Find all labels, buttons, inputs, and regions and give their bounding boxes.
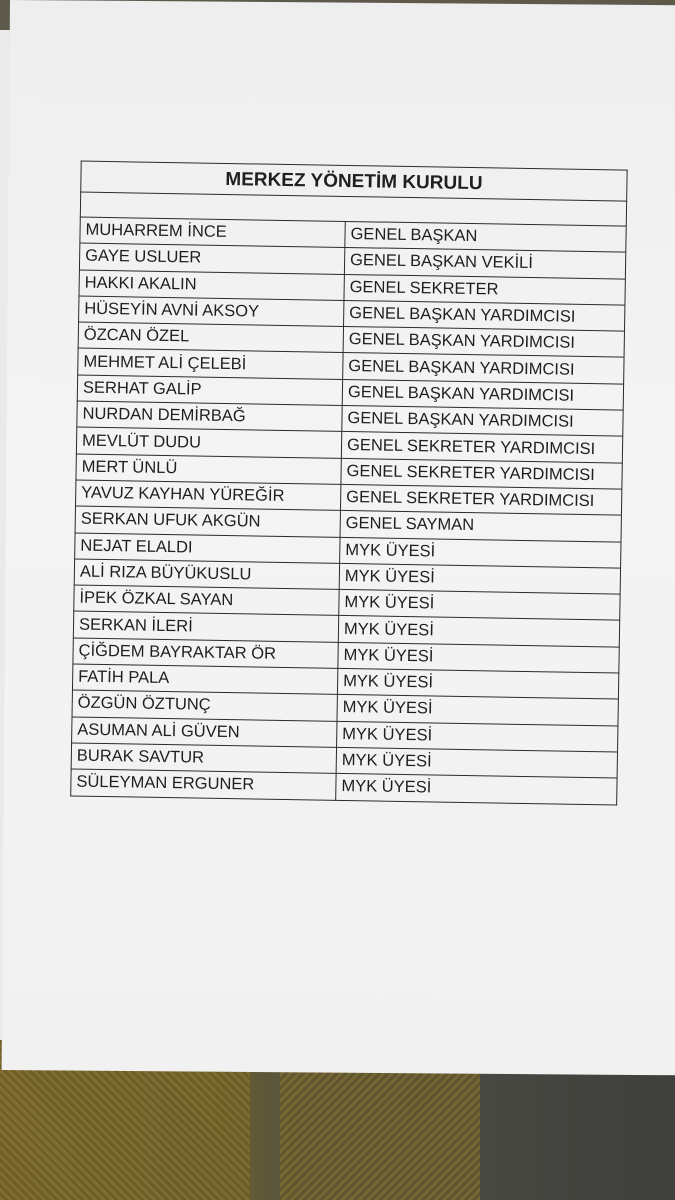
member-name-cell: YAVUZ KAYHAN YÜREĞİR [76, 480, 341, 511]
member-name-cell: NURDAN DEMİRBAĞ [77, 401, 342, 432]
member-role-cell: MYK ÜYESİ [338, 616, 619, 647]
member-role-cell: GENEL BAŞKAN YARDIMCISI [343, 327, 624, 358]
board-members-table [70, 161, 627, 806]
member-role-cell: GENEL BAŞKAN YARDIMCISI [344, 300, 625, 331]
member-role-cell: GENEL BAŞKAN YARDIMCISI [342, 379, 623, 410]
member-role-cell: GENEL SAYMAN [340, 511, 621, 542]
member-name-cell: NEJAT ELALDI [75, 533, 340, 564]
member-name-cell: SERKAN UFUK AKGÜN [75, 506, 340, 537]
member-name-cell: HAKKI AKALIN [79, 270, 344, 301]
member-role-cell: MYK ÜYESİ [340, 537, 621, 568]
member-role-cell: MYK ÜYESİ [339, 590, 620, 621]
member-name-cell: SÜLEYMAN ERGUNER [71, 769, 336, 800]
member-name-cell: İPEK ÖZKAL SAYAN [74, 585, 339, 616]
member-role-cell: MYK ÜYESİ [338, 642, 619, 673]
member-name-cell: SERKAN İLERİ [73, 611, 338, 642]
member-name-cell: FATİH PALA [72, 664, 337, 695]
member-name-cell: ALİ RIZA BÜYÜKUSLU [74, 559, 339, 590]
member-role-cell: MYK ÜYESİ [337, 668, 618, 699]
member-role-cell: GENEL BAŞKAN YARDIMCISI [342, 406, 623, 437]
member-role-cell: GENEL BAŞKAN VEKİLİ [344, 248, 625, 279]
member-name-cell: ÇİĞDEM BAYRAKTAR ÖR [73, 638, 338, 669]
member-role-cell: GENEL SEKRETER YARDIMCISI [341, 458, 622, 489]
paper-sheet [2, 0, 675, 1075]
member-name-cell: ÖZCAN ÖZEL [78, 322, 343, 353]
member-role-cell: GENEL BAŞKAN YARDIMCISI [343, 353, 624, 384]
member-name-cell: GAYE USLUER [79, 243, 344, 274]
member-name-cell: MEHMET ALİ ÇELEBİ [78, 349, 343, 380]
member-name-cell: SERHAT GALİP [77, 375, 342, 406]
member-role-cell: MYK ÜYESİ [337, 721, 618, 752]
member-role-cell: MYK ÜYESİ [337, 695, 618, 726]
member-role-cell: GENEL BAŞKAN [345, 221, 626, 252]
member-role-cell: MYK ÜYESİ [339, 563, 620, 594]
member-name-cell: MUHARREM İNCE [80, 217, 345, 248]
member-role-cell: MYK ÜYESİ [336, 747, 617, 778]
background-fabric-right [280, 1060, 480, 1200]
member-role-cell: GENEL SEKRETER YARDIMCISI [340, 484, 621, 515]
member-name-cell: MEVLÜT DUDU [76, 427, 341, 458]
member-name-cell: MERT ÜNLÜ [76, 454, 341, 485]
table-title: MERKEZ YÖNETİM KURULU [81, 161, 627, 201]
member-name-cell: HÜSEYİN AVNİ AKSOY [79, 296, 344, 327]
member-name-cell: ASUMAN ALİ GÜVEN [72, 717, 337, 748]
member-role-cell: MYK ÜYESİ [336, 774, 617, 805]
member-role-cell: GENEL SEKRETER [344, 274, 625, 305]
member-name-cell: BURAK SAVTUR [71, 743, 336, 774]
member-name-cell: ÖZGÜN ÖZTUNÇ [72, 690, 337, 721]
member-role-cell: GENEL SEKRETER YARDIMCISI [341, 432, 622, 463]
